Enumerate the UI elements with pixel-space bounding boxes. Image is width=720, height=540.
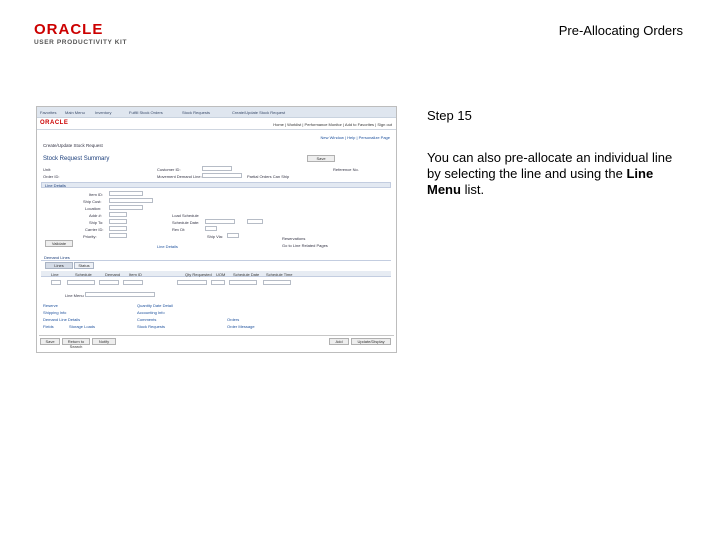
- step-text-bold: Line Menu: [427, 166, 654, 197]
- screenshot-brand: ORACLE: [40, 120, 69, 126]
- screenshot-bottom-toolbar: Save Return to Search Notify Add Update/Display: [39, 335, 394, 345]
- screenshot-validate-button: Validate: [45, 240, 73, 247]
- nav-create-update: Create/Update Stock Request: [232, 110, 286, 115]
- screenshot-line-menu-label: Line Menu: [65, 293, 84, 298]
- nav-fulfill: Fulfill Stock Orders: [129, 110, 163, 115]
- screenshot-brand-links: Home | Worklist | Performance Monitor | Add to Favorites | Sign out: [273, 122, 392, 127]
- nav-stock-requests: Stock Requests: [182, 110, 211, 115]
- logo-wordmark: ORACLE: [34, 21, 104, 38]
- screenshot-save-top-button: Save: [307, 155, 335, 162]
- nav-inventory: Inventory: [95, 110, 112, 115]
- nav-favorites: Favorites: [40, 110, 57, 115]
- screenshot-line-menu-select: [85, 292, 155, 297]
- step-title: Step 15: [427, 108, 472, 123]
- screenshot-line-details-section: Line Details: [41, 182, 391, 188]
- logo-subtitle: USER PRODUCTIVITY KIT: [34, 39, 128, 46]
- screenshot-breadcrumb: Create/Update Stock Request: [43, 143, 103, 148]
- screenshot-save-button: Save: [40, 338, 60, 345]
- nav-main-menu: Main Menu: [65, 110, 85, 115]
- step-text-pre: You can also pre-allocate an individual line by selecting the line and using the: [427, 150, 673, 181]
- screenshot-return-button: Return to Search: [62, 338, 90, 345]
- screenshot-heading: Stock Request Summary: [43, 156, 110, 162]
- screenshot-brand-bar: [37, 118, 396, 130]
- screenshot-top-nav: [37, 107, 396, 118]
- screenshot-notify-button: Notify: [92, 338, 116, 345]
- step-instructions: [427, 150, 687, 198]
- document-title: Pre-Allocating Orders: [558, 23, 683, 38]
- screenshot-new-window: New Window | Help | Personalize Page: [320, 135, 390, 140]
- step-text-post: list.: [460, 182, 485, 197]
- oracle-upk-logo: [34, 22, 144, 50]
- application-screenshot: Favorites Main Menu Inventory Fulfill Stock Orders Stock Requests Create/Update Stock Request ORACLE Home | Worklist | Performance Monitor | Add to Favorites | Sign out New Window | Help | Personalize Page Create/Update Stock Request Stock Request Summary Save Unit: Order ID: Customer ID: Movement Demand Line: Partial Orders Can Ship Reference No. Line Details Item ID: Ship Cust: Location: Addr #: Ship To: Carrier ID: Priority: Load Schedule Schedule Date: Rev Dt: Ship Via: Reservations Go to Line Related Pages Line Details Validate Demand Lines Lines Status Line Schedule Demand Item ID Qty Requested UOM Schedule Date Schedule Time Line Menu Reserve Quantity Date Detail Shipping Info Accounting Info Demand Line Details Comments Orders Fields Storage Loads Stock Requests Order Message Save Return to Search Notify Add Update/Display: [36, 106, 397, 353]
